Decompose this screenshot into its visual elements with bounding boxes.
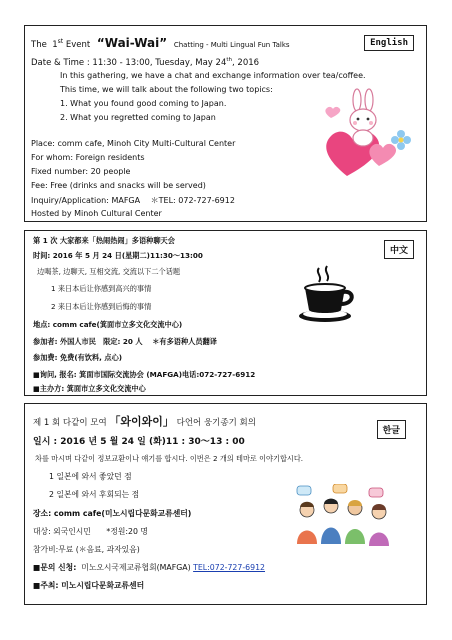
bunny-icon [350,89,376,146]
zh-organizer [33,384,146,394]
person-icon [369,504,389,546]
intro-line-1: In this gathering, we have a chat and exchange information over tea/coffee. [60,71,366,80]
person-icon [297,502,317,544]
date-suffix: th [226,57,233,63]
intro-line-2: This time, we will talk about the following two topics: [60,85,273,94]
english-tag: English [364,35,414,51]
ko-topic-2: 2 일본에 와서 후회되는 점 [49,490,140,499]
title-ordinal: 1 [52,40,58,50]
zh-inquiry-text: ■询问, 报名: 箕面市国际交流协会 (MAFGA)电话:072-727-6912 [33,370,256,379]
ko-topic-1: 1 일본에 와서 좋았던 점 [49,472,132,481]
people-chatting-illustration [293,484,393,556]
date-text: Date & Time : 11:30 - 13:00, Tuesday, May 24 [31,57,227,68]
zh-title [33,236,175,246]
zh-participants-text: 参加者: 外国人市民 限定: 20 人 ＊有多语种人员翻译 [33,337,217,346]
korean-tag: 한글 [377,420,406,439]
ko-place: 장소: comm cafe(미노시립다문화교류센터) [33,509,192,518]
zh-place-text: 地点: comm cafe(箕面市立多文化交流中心) [33,320,183,329]
person-icon [345,500,365,544]
hosted-line: Hosted by Minoh Cultural Center [31,209,162,218]
ko-inquiry-org: 미노오시국제교류협회(MAFGA) [81,563,191,572]
chinese-tag: 中文 [384,240,414,259]
zh-organizer-text: ■主办方: 箕面市立多文化交流中心 [33,384,146,393]
ko-organizer-text: ■주최: 미노시립다문화교류센터 [33,581,145,590]
title-subtitle: Chatting - Multi Lingual Fun Talks [173,41,290,49]
zh-title-text: 第 1 次 大家都来「热闹热闹」多语种聊天会 [33,236,175,245]
inquiry-line: Inquiry/Application: MAFGA ＊TEL: 072-727-6912 [31,196,235,205]
zh-participants [33,337,217,347]
zh-place [33,320,182,330]
tiny-heart-icon [325,107,340,118]
zh-inquiry [33,370,255,380]
ko-inquiry [33,562,265,573]
fixed-number-line: Fixed number: 20 people [31,167,131,176]
ko-title-post: 다언어 웅기종기 회의 [176,418,256,428]
event-date [31,57,259,68]
event-title [31,36,290,50]
zh-topic-2: 2 来日本后让你感到后悔的事情 [51,302,152,311]
date-tail: , 2016 [232,57,260,68]
ko-title [33,413,256,429]
ko-organizer [33,580,144,591]
ko-target: 대상: 외국인시민 *정원:20 명 [33,527,148,536]
zh-fee [33,353,122,363]
person-icon [321,499,341,544]
speech-bubble-icon [297,484,383,497]
korean-section [24,403,427,605]
ko-inquiry-label: ■문의 신청: [33,563,77,572]
bunny-hearts-illustration [317,88,417,183]
ko-intro: 차를 마시며 다같이 정보교환이나 얘기를 합시다. 이번은 2 개의 테마로 이야기합시다. [35,454,304,463]
zh-fee-text: 参加费: 免费(有饮料, 点心) [33,353,123,362]
ko-tel-link[interactable]: TEL:072-727-6912 [193,563,266,572]
title-ordinal-suffix: st [57,38,64,46]
english-section [24,25,427,222]
small-heart-icon [369,144,396,166]
chinese-section [24,230,427,396]
zh-topic-1: 1 来日本后让你感到高兴的事情 [51,284,152,293]
zh-time [33,251,203,261]
ko-date: 일시 : 2016 년 5 월 24 일 (화)11 : 30～13 : 00 [33,437,245,447]
ko-fee: 참가비:무료 (＊음료, 과자있음) [33,545,140,554]
place-line: Place: comm cafe, Minoh City Multi-Cultural Center [31,139,236,148]
topic-line-2: 2. What you regretted coming to Japan [60,113,216,122]
zh-intro: 边喝茶, 边聊天, 互相交流, 交流以下二个话题 [37,267,181,276]
coffee-cup-icon [293,264,363,326]
event-name: “Wai-Wai” [96,36,168,50]
title-pre: The [31,40,47,50]
for-whom-line: For whom: Foreign residents [31,153,145,162]
ko-title-pre: 제 1 회 다같이 모여 [33,418,107,428]
zh-time-text: 时间: 2016 年 5 月 24 日(星期二)11:30～13:00 [33,251,203,260]
title-event-word: Event [65,40,91,50]
ko-event-name: 「와이와이」 [109,415,174,428]
fee-line: Fee: Free (drinks and snacks will be served) [31,181,206,190]
topic-line-1: 1. What you found good coming to Japan. [60,99,227,108]
